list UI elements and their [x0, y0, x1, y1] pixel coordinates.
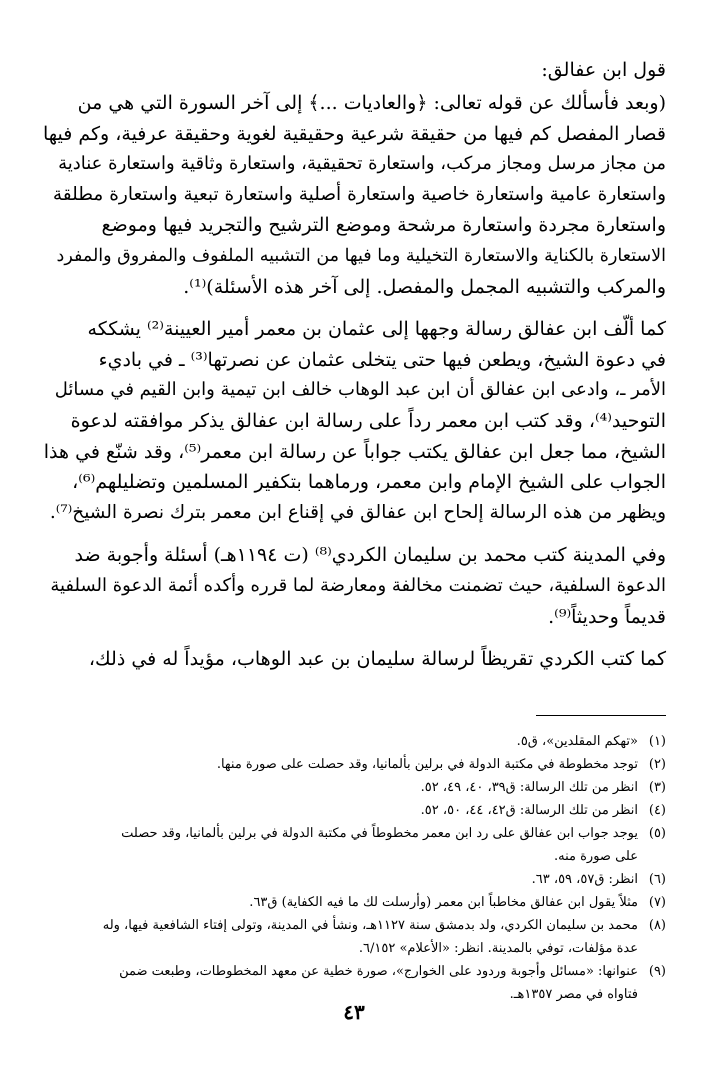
footnote-line: «تهكم المقلدين»، ق٥. [516, 733, 638, 749]
page-number: ٤٣ [343, 1000, 365, 1024]
text-line: والمركب والتشبيه المجمل والمفصل. إلى آخر هذه الأسئلة)⁽¹⁾. [183, 275, 666, 298]
text-line: (وبعد فأسألك عن قوله تعالى: ﴿والعاديات ...﴾ إلى آخر السورة التي هي من [77, 92, 666, 114]
footnote-line: انظر من تلك الرسالة: ق٤٢، ٤٤، ٥٠، ٥٢. [420, 802, 638, 818]
footnote [42, 822, 666, 868]
text-line: قصار المفصل كم فيها من حقيقة شرعية وحقيقية لغوية وحقيقة عرفية، وكم فيها [42, 122, 666, 145]
text-line: من مجاز مرسل ومجاز مركب، واستعارة تحقيقية، واستعارة وثاقية واستعارة عنادية [58, 153, 666, 175]
footnote-line: توجد مخطوطة في مكتبة الدولة في برلين بألمانيا، وقد حصلت على صورة منها. [216, 756, 638, 772]
text-line: كما كتب الكردي تقريظاً لرسالة سليمان بن عبد الوهاب، مؤيداً له في ذلك، [88, 648, 666, 671]
text-line: واستعارة مجردة واستعارة مرشحة وموضع الترشيح والتجريد فيها وموضع [101, 214, 666, 237]
footnote [42, 914, 666, 960]
paragraph-quote [42, 88, 666, 302]
text-line: الدعوة السلفية، حيث تضمنت مخالفة ومعارضة لما قرره وأكده أئمة الدعوة السلفية [50, 574, 666, 596]
footnote-line: انظر: ق٥٧، ٥٩، ٦٣. [531, 871, 638, 887]
footnote-number: (٧) [648, 894, 666, 910]
footnote-number: (٩) [648, 963, 666, 979]
text-line: وفي المدينة كتب محمد بن سليمان الكردي⁽⁸⁾ (ت ١١٩٤هـ) أسئلة وأجوبة ضد [74, 544, 666, 567]
text-line: الشيخ، مما جعل ابن عفالق يكتب جواباً عن رسالة ابن معمر⁽⁵⁾، وقد شنّع في هذا [43, 440, 666, 463]
footnote-text [42, 776, 638, 799]
footnote-number: (١) [648, 733, 666, 749]
footnote [42, 753, 666, 776]
footnote-text [42, 914, 638, 960]
footnote-line: يوجد جواب ابن عفالق على رد ابن معمر مخطوطاً في مكتبة الدولة في برلين بألمانيا، وقد حصلت [121, 825, 638, 841]
section-heading: قول ابن عفالق: [541, 59, 666, 81]
footnote-line: على صورة منه. [554, 848, 638, 864]
paragraph-kurdi-endorsement [42, 644, 666, 675]
footnote-text [42, 799, 638, 822]
text-line: الجواب على الشيخ الإمام وابن معمر، ورماهما بتكفير المسلمين وتضليلهم⁽⁶⁾، [72, 471, 666, 494]
page-body [42, 56, 666, 1006]
text-line: واستعارة عامية واستعارة خاصية واستعارة أصلية واستعارة تبعية واستعارة مطلقة [52, 183, 666, 205]
footnotes [42, 730, 666, 1006]
footnote [42, 776, 666, 799]
footnote-line: عنوانها: «مسائل وأجوبة وردود على الخوارج»، صورة خطية عن معهد المخطوطات، وطبعت ضمن [119, 963, 638, 979]
footnote-line: انظر من تلك الرسالة: ق٣٩، ٤٠، ٤٩، ٥٢. [420, 779, 638, 795]
paragraph-ibn-afaliq-letter [42, 314, 666, 528]
text-line: في دعوة الشيخ، ويطعن فيها حتى يتخلى عثمان عن نصرتها⁽³⁾ ـ في باديء [98, 348, 666, 371]
footnote [42, 891, 666, 914]
paragraph-kurdi-medina [42, 540, 666, 632]
footnote-text [42, 891, 638, 914]
footnote-text [42, 822, 638, 868]
footnote-number: (٦) [648, 871, 666, 887]
footnote-number: (٢) [648, 756, 666, 772]
footnote-line: فتاواه في مصر ١٣٥٧هـ. [509, 986, 638, 1002]
text-line: كما ألّف ابن عفالق رسالة وجهها إلى عثمان بن معمر أمير العيينة⁽²⁾ يشككه [87, 318, 666, 341]
text-line: الأمر ـ، وادعى ابن عفالق أن ابن عبد الوهاب خالف ابن تيمية وابن القيم في مسائل [54, 379, 666, 401]
footnote-number: (٣) [648, 779, 666, 795]
text-line: التوحيد⁽⁴⁾، وقد كتب ابن معمر رداً على رسالة ابن عفالق يذكر موافقته لدعوة [70, 409, 666, 432]
footnote-text [42, 730, 638, 753]
footnote-text [42, 960, 638, 1006]
footnote-line: عدة مؤلفات، توفي بالمدينة. انظر: «الأعلام» ٦/١٥٢. [358, 940, 638, 956]
footnote-number: (٨) [648, 917, 666, 933]
footnote-number: (٤) [648, 802, 666, 818]
footnote [42, 868, 666, 891]
footnote [42, 960, 666, 1006]
footnote-line: محمد بن سليمان الكردي، ولد بدمشق سنة ١١٢٧هـ، ونشأ في المدينة، وتولى إفتاء الشافعية فيها، وله [102, 917, 638, 933]
footnote-divider [536, 715, 666, 716]
footnote-text [42, 753, 638, 776]
footnote-text [42, 868, 638, 891]
footnote-number: (٥) [648, 825, 666, 841]
footnote-line: مثلاً يقول ابن عفالق مخاطباً ابن معمر (وأرسلت لك ما فيه الكفاية) ق٦٣. [249, 894, 638, 910]
text-line: قديماً وحديثاً⁽⁹⁾. [548, 605, 666, 628]
footnote [42, 799, 666, 822]
text-line: ويظهر من هذه الرسالة إلحاح ابن عفالق في إقناع ابن معمر بترك نصرة الشيخ⁽⁷⁾. [49, 501, 666, 523]
footnote [42, 730, 666, 753]
text-line: الاستعارة بالكناية والاستعارة التخيلية وما فيها من التشبيه الملفوف والمفروق والمفرد [56, 245, 666, 266]
